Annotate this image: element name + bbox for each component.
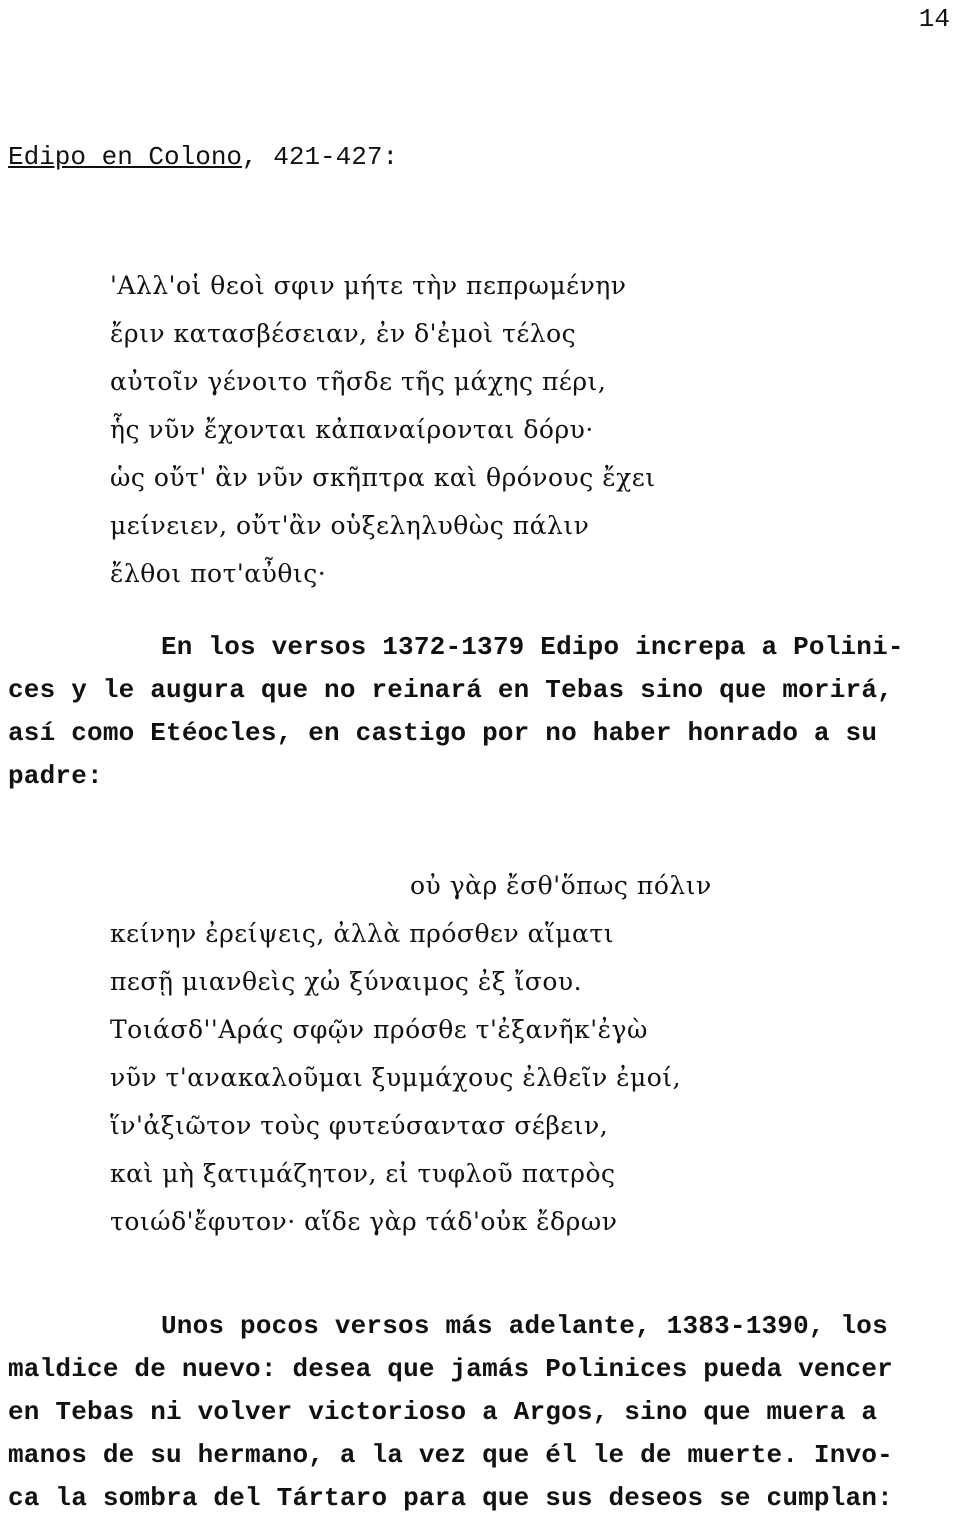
quote-line: ὡς οὔτ' ἂν νῦν σκῆπτρα καὶ θρόνους ἔχει	[110, 463, 656, 492]
paragraph-1	[8, 626, 952, 798]
paragraph-line: en Tebas ni volver victorioso a Argos, sino que muera a	[8, 1397, 878, 1427]
heading-reference: , 421-427:	[242, 142, 399, 172]
section-heading	[8, 142, 398, 172]
quote-line: 'Αλλ'οἱ θεοὶ σφιν μήτε τὴν πεπρωμένην	[110, 271, 627, 300]
quote-line: ἔριν κατασβέσειαν, ἐν δ'ἐμοὶ τέλος	[110, 319, 577, 348]
paragraph-line: ces y le augura que no reinará en Tebas sino que morirá,	[8, 675, 893, 705]
heading-title: Edipo en Colono	[8, 142, 243, 172]
quote-line: πεσῇ μιανθεὶς χὠ ξύναιμος ἐξ ἴσου.	[110, 967, 583, 996]
quote-line: ἧς νῦν ἔχονται κἀπαναίρονται δόρυ·	[110, 415, 594, 444]
page-number: 14	[918, 4, 950, 34]
paragraph-line: ca la sombra del Tártaro para que sus deseos se cumplan:	[8, 1483, 893, 1513]
quote-line: μείνειεν, οὔτ'ἂν οὑξεληλυθὼς πάλιν	[110, 511, 590, 540]
paragraph-line: padre:	[8, 761, 103, 791]
paragraph-line: Unos pocos versos más adelante, 1383-1390, los	[161, 1311, 888, 1341]
quote-line: τοιώδ'ἔφυτον· αἵδε γὰρ τάδ'οὐκ ἔδρων	[110, 1207, 618, 1236]
paragraph-line: manos de su hermano, a la vez que él le de muerte. Invo-	[8, 1440, 893, 1470]
quote-line: καὶ μὴ ξατιμάζητον, εἰ τυφλοῦ πατρὸς	[110, 1159, 616, 1188]
quote-line: νῦν τ'ανακαλοῦμαι ξυμμάχους ἐλθεῖν ἐμοί,	[110, 1063, 682, 1092]
quote-line: Τοιάσδ''Αράς σφῷν πρόσθε τ'ἐξανῆκ'ἐγὼ	[110, 1015, 648, 1044]
paragraph-line: En los versos 1372-1379 Edipo increpa a Polini-	[161, 632, 904, 662]
greek-quote-2	[110, 862, 712, 1246]
paragraph-line: maldice de nuevo: desea que jamás Polinices pueda vencer	[8, 1354, 893, 1384]
quote-line: ἵν'ἀξιῶτον τοὺς φυτεύσαντασ σέβειν,	[110, 1111, 609, 1140]
quote-line: αὐτοῖν γένοιτο τῆσδε τῆς μάχης πέρι,	[110, 367, 607, 396]
paragraph-line: así como Etéocles, en castigo por no haber honrado a su	[8, 718, 878, 748]
greek-quote-1	[110, 262, 656, 598]
quote-line: κείνην ἐρείψεις, ἀλλὰ πρόσθεν αἵματι	[110, 919, 615, 948]
quote-line: οὐ γὰρ ἔσθ'ὅπως πόλιν	[410, 871, 712, 900]
paragraph-2	[8, 1305, 952, 1520]
quote-line: ἔλθοι ποτ'αὖθις·	[110, 559, 327, 588]
